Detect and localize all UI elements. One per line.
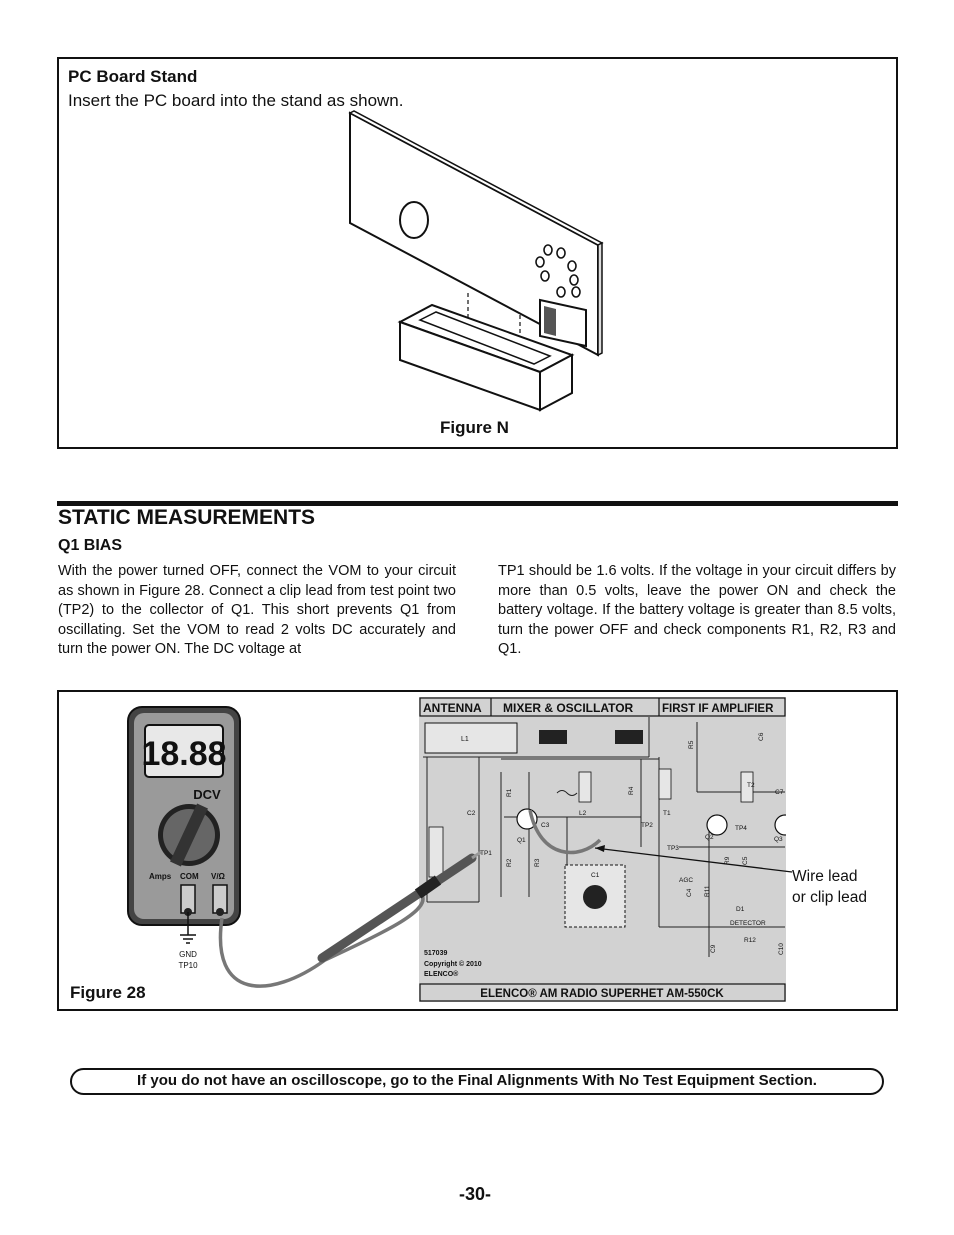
board-label-r9: R9 <box>724 856 731 865</box>
board-label-c6: C6 <box>758 732 765 741</box>
board-label-c7: C7 <box>775 789 784 796</box>
section-heading: STATIC MEASUREMENTS <box>58 506 316 529</box>
pc-board-stand-text: Insert the PC board into the stand as shown. <box>68 91 404 110</box>
section-subheading: Q1 BIAS <box>58 537 123 554</box>
figure-n-label: Figure N <box>440 418 509 437</box>
board-label-t2: T2 <box>747 782 755 789</box>
meter-jack-volt-ohm: V/Ω <box>211 872 225 881</box>
board-label-r2: R2 <box>506 858 513 867</box>
meter-display-value: 18.88 <box>141 735 227 773</box>
board-label-q2: Q2 <box>705 834 714 841</box>
gnd-label: GND <box>179 950 197 959</box>
wire-lead-label-2: or clip lead <box>792 889 867 906</box>
board-label-c5: C5 <box>742 856 749 865</box>
meter-jack-amps: Amps <box>149 872 172 881</box>
meter-jack-com: COM <box>180 872 199 881</box>
board-label-tp4: TP4 <box>735 825 747 832</box>
board-label-c9: C9 <box>710 944 717 953</box>
board-copyright: Copyright © 2010 <box>424 961 482 968</box>
board-header-mixer: MIXER & OSCILLATOR <box>503 701 634 715</box>
board-label-c1: C1 <box>591 872 600 879</box>
oscilloscope-note-banner: If you do not have an oscilloscope, go to the Final Alignments With No Test Equipment Section. <box>70 1068 884 1095</box>
board-footer: ELENCO® AM RADIO SUPERHET AM-550CK <box>480 988 724 1000</box>
board-label-agc: AGC <box>679 877 694 884</box>
board-label-q1: Q1 <box>517 837 526 844</box>
figure-28-label: Figure 28 <box>70 983 146 1002</box>
body-text-column-1: With the power turned OFF, connect the VOM to your circuit as shown in Figure 28. Connect a clip lead from test point two (TP2) to the collector of Q1. This short prevents Q1 from oscillating. Set the VOM to read 2 volts DC accurately and turn the power ON. The DC voltage at <box>58 563 456 658</box>
board-label-c3: C3 <box>541 822 550 829</box>
board-label-r5: R5 <box>688 740 695 749</box>
page-number: -30- <box>459 1184 492 1204</box>
body-text-column-2: TP1 should be 1.6 volts. If the voltage in your circuit differs by more than 0.5 volts, leave the power ON and check the battery voltage. If the battery voltage is greater than 8.5 volts, turn the power OFF and check components R1, R2, R3 and Q1. <box>498 563 896 658</box>
board-label-r1: R1 <box>506 788 513 797</box>
probe-and-leads <box>150 800 800 1000</box>
wire-lead-callout <box>792 866 867 908</box>
board-label-r4: R4 <box>628 786 635 795</box>
board-label-d1: D1 <box>736 906 745 913</box>
board-label-r3: R3 <box>534 858 541 867</box>
board-label-detector: DETECTOR <box>730 920 766 927</box>
meter-mode-label: DCV <box>193 787 221 802</box>
board-label-tp2: TP2 <box>641 822 653 829</box>
board-maker: ELENCO® <box>424 971 459 978</box>
board-label-l1: L1 <box>461 736 469 743</box>
pc-board-stand-title: PC Board Stand <box>68 67 198 86</box>
board-label-t1: T1 <box>663 810 671 817</box>
wire-lead-label-1: Wire lead <box>792 868 858 885</box>
board-label-tp1: TP1 <box>480 850 492 857</box>
board-label-r12: R12 <box>744 937 756 944</box>
board-header-antenna: ANTENNA <box>423 701 482 715</box>
board-label-l2: L2 <box>579 810 587 817</box>
board-part-number: 517039 <box>424 950 448 957</box>
pc-board-stand-illustration <box>340 110 610 415</box>
board-label-r11: R11 <box>704 885 711 897</box>
tp10-label: TP10 <box>178 961 198 970</box>
board-label-c2: C2 <box>467 810 476 817</box>
board-header-first-if: FIRST IF AMPLIFIER <box>662 703 774 715</box>
board-label-q3: Q3 <box>774 836 783 843</box>
board-label-c4: C4 <box>686 888 693 897</box>
board-label-tp3: TP3 <box>667 845 679 852</box>
board-label-c10: C10 <box>778 943 785 955</box>
